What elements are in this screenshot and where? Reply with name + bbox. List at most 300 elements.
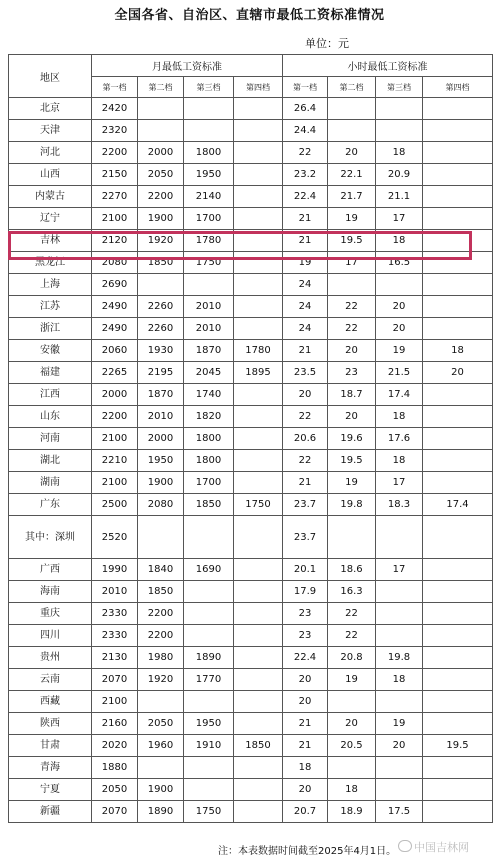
hourly-tier-4-header: 第四档 (423, 77, 493, 98)
hourly-tier-4-cell (423, 625, 493, 647)
hourly-tier-1-cell: 24 (283, 296, 328, 318)
hourly-tier-1-cell: 21 (283, 472, 328, 494)
monthly-tier-3-cell (184, 603, 234, 625)
monthly-tier-2-cell: 2200 (138, 625, 184, 647)
weibo-icon (398, 840, 412, 852)
monthly-tier-3-cell: 1750 (184, 801, 234, 823)
hourly-tier-2-cell: 16.3 (328, 581, 376, 603)
hourly-tier-3-cell: 19 (376, 713, 423, 735)
hourly-tier-3-cell (376, 603, 423, 625)
monthly-tier-3-cell: 1750 (184, 252, 234, 274)
monthly-tier-3-cell: 2010 (184, 296, 234, 318)
region-cell: 贵州 (9, 647, 92, 669)
hourly-tier-2-cell: 17 (328, 252, 376, 274)
monthly-tier-2-cell: 2010 (138, 406, 184, 428)
monthly-tier-2-cell: 1920 (138, 230, 184, 252)
hourly-tier-3-cell: 17 (376, 559, 423, 581)
region-cell: 辽宁 (9, 208, 92, 230)
hourly-tier-4-cell (423, 384, 493, 406)
monthly-tier-1-cell: 2100 (92, 428, 138, 450)
hourly-tier-2-cell: 22.1 (328, 164, 376, 186)
monthly-tier-2-cell: 2000 (138, 142, 184, 164)
hourly-tier-2-cell: 21.7 (328, 186, 376, 208)
monthly-tier-4-cell (234, 164, 283, 186)
monthly-tier-1-cell: 2200 (92, 142, 138, 164)
table-row (9, 669, 493, 691)
monthly-tier-1-cell: 2080 (92, 252, 138, 274)
hourly-tier-1-cell: 24 (283, 318, 328, 340)
monthly-tier-1-cell: 2690 (92, 274, 138, 296)
monthly-tier-3-cell: 1950 (184, 713, 234, 735)
hourly-tier-3-cell: 20 (376, 318, 423, 340)
monthly-tier-4-cell (234, 296, 283, 318)
monthly-tier-2-header: 第二档 (138, 77, 184, 98)
region-cell: 广西 (9, 559, 92, 581)
hourly-tier-3-cell (376, 757, 423, 779)
hourly-tier-4-cell (423, 252, 493, 274)
table-row (9, 581, 493, 603)
hourly-tier-1-cell: 21 (283, 713, 328, 735)
hourly-tier-1-cell: 22 (283, 406, 328, 428)
hourly-tier-2-cell: 19.6 (328, 428, 376, 450)
monthly-tier-1-cell: 2100 (92, 691, 138, 713)
hourly-tier-2-cell: 18.9 (328, 801, 376, 823)
table-row (9, 779, 493, 801)
table-row (9, 713, 493, 735)
hourly-tier-1-cell: 20 (283, 779, 328, 801)
hourly-tier-4-cell (423, 603, 493, 625)
region-cell: 山西 (9, 164, 92, 186)
hourly-tier-4-cell: 19.5 (423, 735, 493, 757)
hourly-tier-2-cell: 20.8 (328, 647, 376, 669)
monthly-tier-4-cell (234, 120, 283, 142)
hourly-tier-3-cell: 20.9 (376, 164, 423, 186)
monthly-tier-4-cell (234, 603, 283, 625)
monthly-tier-2-cell: 2200 (138, 603, 184, 625)
table-row (9, 164, 493, 186)
table-row (9, 296, 493, 318)
monthly-tier-3-header: 第三档 (184, 77, 234, 98)
monthly-tier-3-cell: 1700 (184, 472, 234, 494)
hourly-tier-1-cell: 26.4 (283, 98, 328, 120)
hourly-tier-4-cell (423, 98, 493, 120)
table-row (9, 362, 493, 384)
region-cell: 湖北 (9, 450, 92, 472)
table-row (9, 757, 493, 779)
hourly-tier-1-cell: 17.9 (283, 581, 328, 603)
hourly-tier-2-cell (328, 120, 376, 142)
table-row (9, 450, 493, 472)
monthly-tier-4-cell (234, 252, 283, 274)
monthly-tier-4-cell: 1850 (234, 735, 283, 757)
hourly-tier-1-cell: 22.4 (283, 647, 328, 669)
monthly-tier-3-cell: 2045 (184, 362, 234, 384)
hourly-tier-4-cell (423, 691, 493, 713)
region-cell: 重庆 (9, 603, 92, 625)
monthly-tier-2-cell: 2200 (138, 186, 184, 208)
hourly-tier-1-cell: 20 (283, 669, 328, 691)
monthly-tier-3-cell: 1890 (184, 647, 234, 669)
monthly-tier-3-cell: 1800 (184, 450, 234, 472)
hourly-tier-2-cell: 19 (328, 208, 376, 230)
monthly-tier-4-cell (234, 516, 283, 559)
hourly-tier-3-cell (376, 581, 423, 603)
hourly-tier-1-cell: 24 (283, 274, 328, 296)
monthly-tier-1-cell: 2130 (92, 647, 138, 669)
region-cell: 其中：深圳 (9, 516, 92, 559)
region-cell: 安徽 (9, 340, 92, 362)
hourly-tier-1-cell: 20.7 (283, 801, 328, 823)
hourly-tier-4-cell: 20 (423, 362, 493, 384)
monthly-tier-2-cell: 1850 (138, 252, 184, 274)
hourly-tier-1-cell: 20.6 (283, 428, 328, 450)
monthly-tier-3-cell: 1820 (184, 406, 234, 428)
region-cell: 西藏 (9, 691, 92, 713)
monthly-tier-1-cell: 2330 (92, 603, 138, 625)
hourly-tier-1-cell: 18 (283, 757, 328, 779)
monthly-tier-2-cell: 1950 (138, 450, 184, 472)
monthly-tier-1-cell: 2050 (92, 779, 138, 801)
monthly-tier-3-cell: 1700 (184, 208, 234, 230)
monthly-tier-4-cell (234, 647, 283, 669)
hourly-tier-3-cell: 18 (376, 142, 423, 164)
region-cell: 河北 (9, 142, 92, 164)
hourly-tier-3-cell (376, 779, 423, 801)
table-row (9, 384, 493, 406)
hourly-tier-2-cell: 19.5 (328, 450, 376, 472)
monthly-tier-4-cell (234, 691, 283, 713)
hourly-tier-1-cell: 22 (283, 450, 328, 472)
hourly-tier-3-cell: 17 (376, 472, 423, 494)
monthly-tier-1-cell: 2420 (92, 98, 138, 120)
table-row (9, 691, 493, 713)
monthly-tier-1-cell: 2500 (92, 494, 138, 516)
monthly-tier-1-cell: 2120 (92, 230, 138, 252)
monthly-tier-2-cell (138, 691, 184, 713)
monthly-tier-3-cell: 1800 (184, 142, 234, 164)
hourly-tier-3-cell (376, 120, 423, 142)
monthly-tier-1-cell: 2010 (92, 581, 138, 603)
region-cell: 浙江 (9, 318, 92, 340)
monthly-tier-1-cell: 2070 (92, 801, 138, 823)
hourly-tier-2-cell (328, 691, 376, 713)
hourly-tier-1-cell: 23.2 (283, 164, 328, 186)
hourly-tier-2-cell: 20.5 (328, 735, 376, 757)
hourly-tier-2-cell: 18.6 (328, 559, 376, 581)
hourly-tier-4-cell: 18 (423, 340, 493, 362)
monthly-tier-1-cell: 2490 (92, 296, 138, 318)
region-cell: 新疆 (9, 801, 92, 823)
monthly-tier-2-cell: 1930 (138, 340, 184, 362)
hourly-tier-3-cell: 18 (376, 669, 423, 691)
monthly-tier-2-cell: 2080 (138, 494, 184, 516)
monthly-tier-3-cell: 1950 (184, 164, 234, 186)
monthly-tier-4-cell (234, 472, 283, 494)
table-row (9, 186, 493, 208)
hourly-tier-1-cell: 24.4 (283, 120, 328, 142)
hourly-tier-1-cell: 23.7 (283, 494, 328, 516)
monthly-tier-4-cell (234, 98, 283, 120)
hourly-tier-2-cell: 22 (328, 318, 376, 340)
hourly-tier-3-cell (376, 274, 423, 296)
monthly-tier-4-cell (234, 428, 283, 450)
hourly-tier-3-cell: 17.4 (376, 384, 423, 406)
hourly-tier-2-cell (328, 98, 376, 120)
region-cell: 内蒙古 (9, 186, 92, 208)
table-row (9, 406, 493, 428)
hourly-tier-1-cell: 22 (283, 142, 328, 164)
table-row (9, 647, 493, 669)
monthly-tier-4-cell: 1780 (234, 340, 283, 362)
hourly-tier-4-cell (423, 318, 493, 340)
monthly-tier-3-cell (184, 581, 234, 603)
monthly-tier-2-cell: 2050 (138, 164, 184, 186)
page-title: 全国各省、自治区、直辖市最低工资标准情况 (114, 8, 385, 23)
hourly-tier-4-cell (423, 230, 493, 252)
monthly-tier-1-cell: 2020 (92, 735, 138, 757)
monthly-tier-1-cell: 2100 (92, 208, 138, 230)
hourly-tier-4-cell (423, 296, 493, 318)
monthly-tier-3-cell (184, 516, 234, 559)
hourly-tier-4-cell (423, 779, 493, 801)
hourly-tier-2-cell: 20 (328, 406, 376, 428)
monthly-tier-3-cell (184, 757, 234, 779)
hourly-tier-2-cell (328, 757, 376, 779)
region-cell: 上海 (9, 274, 92, 296)
monthly-tier-2-cell: 1900 (138, 208, 184, 230)
monthly-tier-1-cell: 1990 (92, 559, 138, 581)
monthly-tier-4-cell (234, 801, 283, 823)
monthly-tier-3-cell: 1740 (184, 384, 234, 406)
monthly-tier-1-cell: 2210 (92, 450, 138, 472)
region-cell: 江苏 (9, 296, 92, 318)
monthly-tier-2-cell (138, 516, 184, 559)
region-cell: 黑龙江 (9, 252, 92, 274)
hourly-tier-4-cell (423, 186, 493, 208)
monthly-tier-3-cell (184, 691, 234, 713)
region-cell: 天津 (9, 120, 92, 142)
table-row (9, 318, 493, 340)
monthly-tier-3-cell: 1780 (184, 230, 234, 252)
hourly-tier-4-cell (423, 274, 493, 296)
hourly-tier-1-cell: 23 (283, 625, 328, 647)
region-cell: 宁夏 (9, 779, 92, 801)
hourly-tier-4-cell (423, 472, 493, 494)
monthly-tier-4-cell (234, 713, 283, 735)
hourly-tier-3-cell: 18 (376, 406, 423, 428)
monthly-tier-2-cell: 1850 (138, 581, 184, 603)
hourly-header: 小时最低工资标准 (283, 55, 493, 77)
watermark (398, 839, 469, 855)
watermark-text: 中国吉林网 (414, 841, 469, 854)
table-row (9, 230, 493, 252)
monthly-tier-3-cell: 1850 (184, 494, 234, 516)
monthly-tier-1-cell: 2150 (92, 164, 138, 186)
hourly-tier-3-cell (376, 625, 423, 647)
monthly-tier-2-cell: 1980 (138, 647, 184, 669)
hourly-tier-1-cell: 21 (283, 230, 328, 252)
monthly-tier-4-cell: 1750 (234, 494, 283, 516)
hourly-tier-1-cell: 23.5 (283, 362, 328, 384)
table-row (9, 208, 493, 230)
monthly-tier-1-cell: 2520 (92, 516, 138, 559)
region-cell: 陕西 (9, 713, 92, 735)
table-row (9, 625, 493, 647)
monthly-tier-1-cell: 2070 (92, 669, 138, 691)
monthly-tier-4-cell (234, 274, 283, 296)
hourly-tier-1-cell: 23 (283, 603, 328, 625)
table-row (9, 735, 493, 757)
region-cell: 湖南 (9, 472, 92, 494)
hourly-tier-2-cell: 20 (328, 340, 376, 362)
hourly-tier-3-header: 第三档 (376, 77, 423, 98)
hourly-tier-2-cell: 18 (328, 779, 376, 801)
monthly-tier-3-cell: 2140 (184, 186, 234, 208)
monthly-tier-2-cell: 1870 (138, 384, 184, 406)
monthly-tier-4-cell (234, 625, 283, 647)
hourly-tier-4-cell (423, 428, 493, 450)
hourly-tier-1-cell: 20.1 (283, 559, 328, 581)
monthly-tier-1-cell: 2000 (92, 384, 138, 406)
monthly-tier-4-cell: 1895 (234, 362, 283, 384)
monthly-tier-1-cell: 2320 (92, 120, 138, 142)
table-row (9, 274, 493, 296)
hourly-tier-1-cell: 19 (283, 252, 328, 274)
monthly-tier-3-cell: 1770 (184, 669, 234, 691)
monthly-tier-1-cell: 2330 (92, 625, 138, 647)
monthly-tier-2-cell: 2260 (138, 318, 184, 340)
hourly-tier-2-cell: 22 (328, 625, 376, 647)
hourly-tier-2-cell: 22 (328, 296, 376, 318)
hourly-tier-3-cell: 19 (376, 340, 423, 362)
hourly-tier-4-cell (423, 801, 493, 823)
monthly-tier-3-cell: 1910 (184, 735, 234, 757)
monthly-tier-4-cell (234, 581, 283, 603)
monthly-tier-4-cell (234, 142, 283, 164)
hourly-tier-2-cell (328, 516, 376, 559)
table-row (9, 428, 493, 450)
hourly-tier-1-cell: 21 (283, 208, 328, 230)
monthly-tier-2-cell: 1960 (138, 735, 184, 757)
hourly-tier-2-cell: 18.7 (328, 384, 376, 406)
table-row (9, 252, 493, 274)
monthly-tier-4-cell (234, 230, 283, 252)
monthly-tier-1-header: 第一档 (92, 77, 138, 98)
monthly-tier-1-cell: 2490 (92, 318, 138, 340)
monthly-tier-3-cell (184, 625, 234, 647)
region-cell: 福建 (9, 362, 92, 384)
monthly-tier-1-cell: 1880 (92, 757, 138, 779)
monthly-tier-4-cell (234, 757, 283, 779)
monthly-tier-1-cell: 2265 (92, 362, 138, 384)
monthly-tier-4-cell (234, 779, 283, 801)
hourly-tier-3-cell: 19.8 (376, 647, 423, 669)
unit-label: 单位：元 (305, 37, 349, 50)
wage-table (8, 54, 493, 823)
monthly-tier-2-cell: 1920 (138, 669, 184, 691)
region-cell: 云南 (9, 669, 92, 691)
monthly-tier-3-cell (184, 779, 234, 801)
hourly-tier-3-cell: 16.5 (376, 252, 423, 274)
hourly-tier-2-cell: 19.8 (328, 494, 376, 516)
monthly-tier-2-cell: 1900 (138, 472, 184, 494)
monthly-tier-1-cell: 2100 (92, 472, 138, 494)
hourly-tier-4-cell (423, 164, 493, 186)
hourly-tier-3-cell: 21.5 (376, 362, 423, 384)
hourly-tier-3-cell: 20 (376, 735, 423, 757)
hourly-tier-2-cell: 19 (328, 472, 376, 494)
hourly-tier-2-cell: 20 (328, 713, 376, 735)
monthly-tier-2-cell: 2195 (138, 362, 184, 384)
hourly-tier-2-cell: 20 (328, 142, 376, 164)
hourly-tier-2-cell (328, 274, 376, 296)
monthly-tier-3-cell (184, 120, 234, 142)
region-cell: 山东 (9, 406, 92, 428)
hourly-tier-3-cell: 18 (376, 450, 423, 472)
monthly-tier-4-cell (234, 384, 283, 406)
monthly-tier-3-cell: 2010 (184, 318, 234, 340)
monthly-tier-3-cell (184, 274, 234, 296)
hourly-tier-3-cell: 17.6 (376, 428, 423, 450)
hourly-tier-1-cell: 20 (283, 384, 328, 406)
footnote: 注：本表数据时间截至2025年4月1日。 (218, 846, 397, 857)
monthly-tier-2-cell (138, 98, 184, 120)
monthly-tier-4-cell (234, 406, 283, 428)
hourly-tier-1-cell: 21 (283, 735, 328, 757)
hourly-tier-2-cell: 19 (328, 669, 376, 691)
region-cell: 甘肃 (9, 735, 92, 757)
monthly-tier-2-cell: 1900 (138, 779, 184, 801)
region-cell: 吉林 (9, 230, 92, 252)
table-row (9, 559, 493, 581)
region-cell: 四川 (9, 625, 92, 647)
monthly-tier-4-cell (234, 669, 283, 691)
hourly-tier-2-cell: 23 (328, 362, 376, 384)
hourly-tier-4-cell (423, 713, 493, 735)
monthly-tier-4-cell (234, 318, 283, 340)
region-cell: 青海 (9, 757, 92, 779)
hourly-tier-3-cell: 18 (376, 230, 423, 252)
region-header: 地区 (9, 55, 92, 98)
monthly-tier-2-cell (138, 757, 184, 779)
hourly-tier-3-cell (376, 516, 423, 559)
monthly-tier-1-cell: 2060 (92, 340, 138, 362)
monthly-tier-4-cell (234, 559, 283, 581)
table-row (9, 120, 493, 142)
hourly-tier-4-cell (423, 581, 493, 603)
hourly-tier-3-cell: 17.5 (376, 801, 423, 823)
hourly-tier-4-cell (423, 559, 493, 581)
hourly-tier-1-cell: 23.7 (283, 516, 328, 559)
monthly-tier-4-cell (234, 208, 283, 230)
monthly-tier-2-cell: 1840 (138, 559, 184, 581)
monthly-tier-2-cell: 2000 (138, 428, 184, 450)
monthly-tier-2-cell (138, 274, 184, 296)
hourly-tier-1-cell: 22.4 (283, 186, 328, 208)
region-cell: 河南 (9, 428, 92, 450)
hourly-tier-4-cell (423, 120, 493, 142)
monthly-tier-1-cell: 2270 (92, 186, 138, 208)
hourly-tier-3-cell (376, 98, 423, 120)
monthly-tier-1-cell: 2160 (92, 713, 138, 735)
hourly-tier-4-cell: 17.4 (423, 494, 493, 516)
table-row (9, 801, 493, 823)
region-cell: 江西 (9, 384, 92, 406)
table-row (9, 472, 493, 494)
hourly-tier-3-cell: 20 (376, 296, 423, 318)
hourly-tier-4-cell (423, 669, 493, 691)
hourly-tier-4-cell (423, 647, 493, 669)
